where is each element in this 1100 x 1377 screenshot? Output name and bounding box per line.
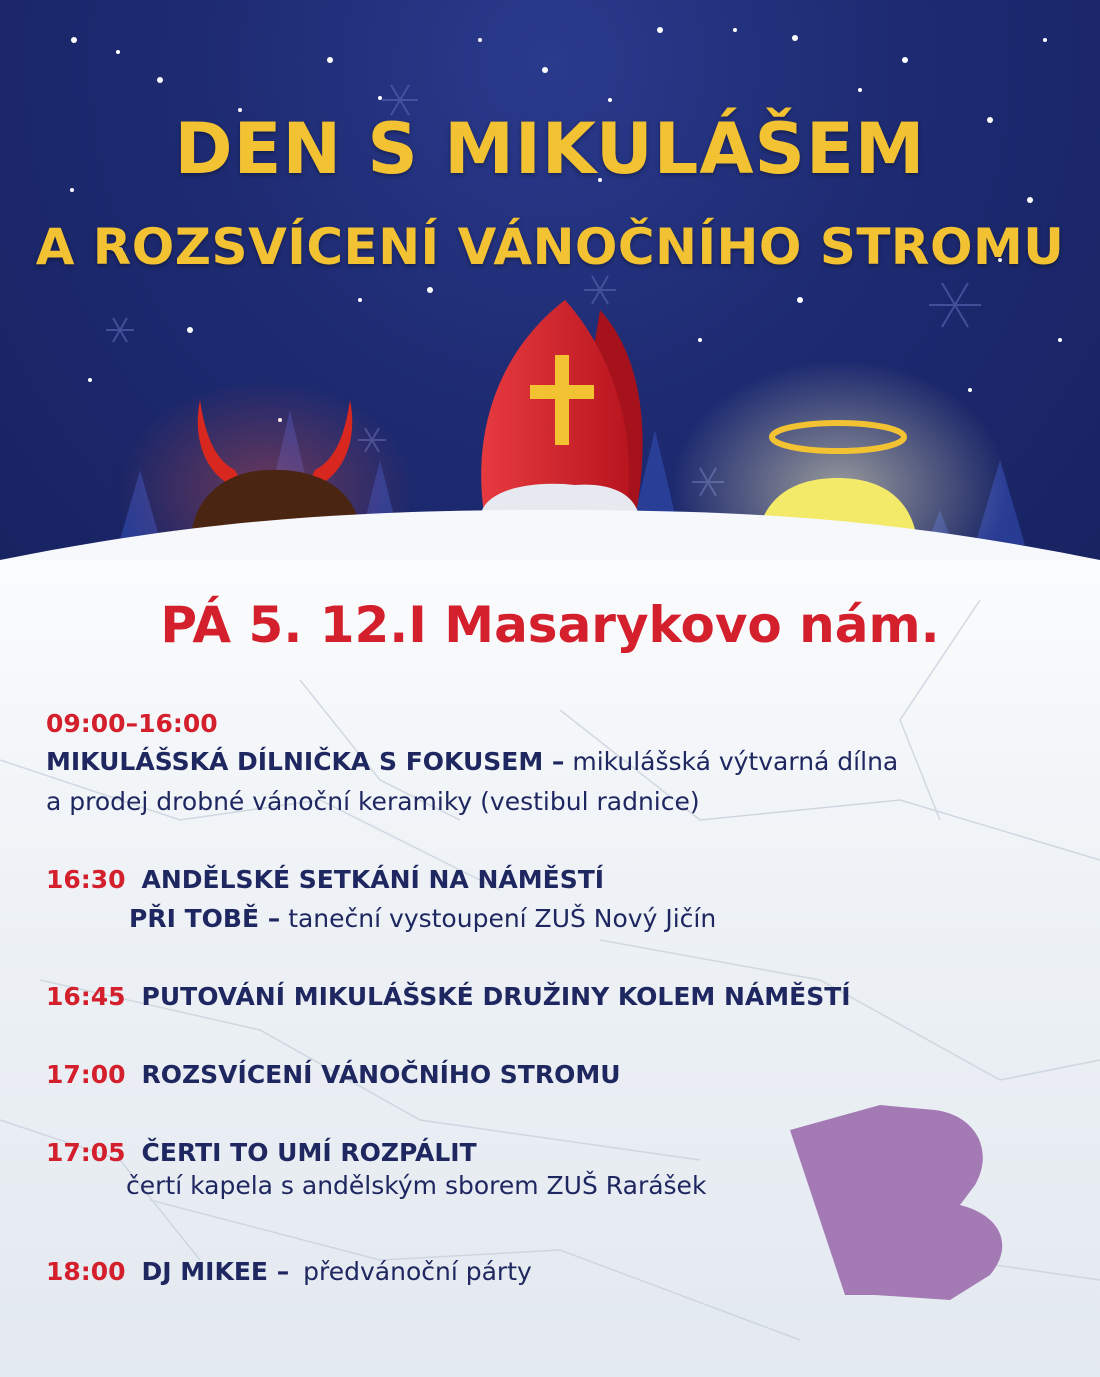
program-item-name: ČERTI TO UMÍ ROZPÁLIT (141, 1138, 477, 1167)
program-item-time: 16:45 (46, 982, 126, 1011)
program-item-time: 16:30 (46, 865, 126, 894)
program-item-desc-line2: a prodej drobné vánoční keramiky (vestibul radnice) (46, 787, 700, 816)
program-item-name: MIKULÁŠSKÁ DÍLNIČKA S FOKUSEM – (46, 747, 565, 776)
program-item (46, 1059, 621, 1091)
program-item-desc: mikulášská výtvarná dílna (572, 747, 899, 776)
program-item-time: 17:05 (46, 1138, 126, 1167)
program-item (46, 1256, 532, 1288)
program-item (46, 864, 604, 896)
program-item-time: 17:00 (46, 1060, 126, 1089)
program-item-name: ROZSVÍCENÍ VÁNOČNÍHO STROMU (141, 1060, 621, 1089)
city-logo-icon (785, 1105, 1025, 1305)
program-item-name: DJ MIKEE – (141, 1257, 290, 1286)
program-item-desc: taneční vystoupení ZUŠ Nový Jičín (288, 904, 717, 933)
program-item-line2: PŘI TOBĚ – taneční vystoupení ZUŠ Nový Jičín (129, 904, 717, 933)
date-and-place: PÁ 5. 12.I Masarykovo nám. (160, 596, 940, 654)
program-item-time: 18:00 (46, 1257, 126, 1286)
program-item (46, 981, 851, 1013)
program-item (46, 1137, 477, 1169)
program-item (46, 746, 898, 778)
program-item-name: PUTOVÁNÍ MIKULÁŠSKÉ DRUŽINY KOLEM NÁMĚSTÍ (141, 982, 851, 1011)
title-line-2: A ROZSVÍCENÍ VÁNOČNÍHO STROMU (35, 218, 1065, 276)
program-item-time: 09:00–16:00 (46, 709, 218, 738)
program-item-desc: předvánoční párty (303, 1257, 532, 1286)
title-line-1: DEN S MIKULÁŠEM (174, 108, 926, 190)
program-item-desc: čertí kapela s andělským sborem ZUŠ Rarášek (126, 1171, 707, 1200)
scene-illustration (0, 0, 1100, 620)
program-item-name: ANDĚLSKÉ SETKÁNÍ NA NÁMĚSTÍ (141, 865, 605, 894)
